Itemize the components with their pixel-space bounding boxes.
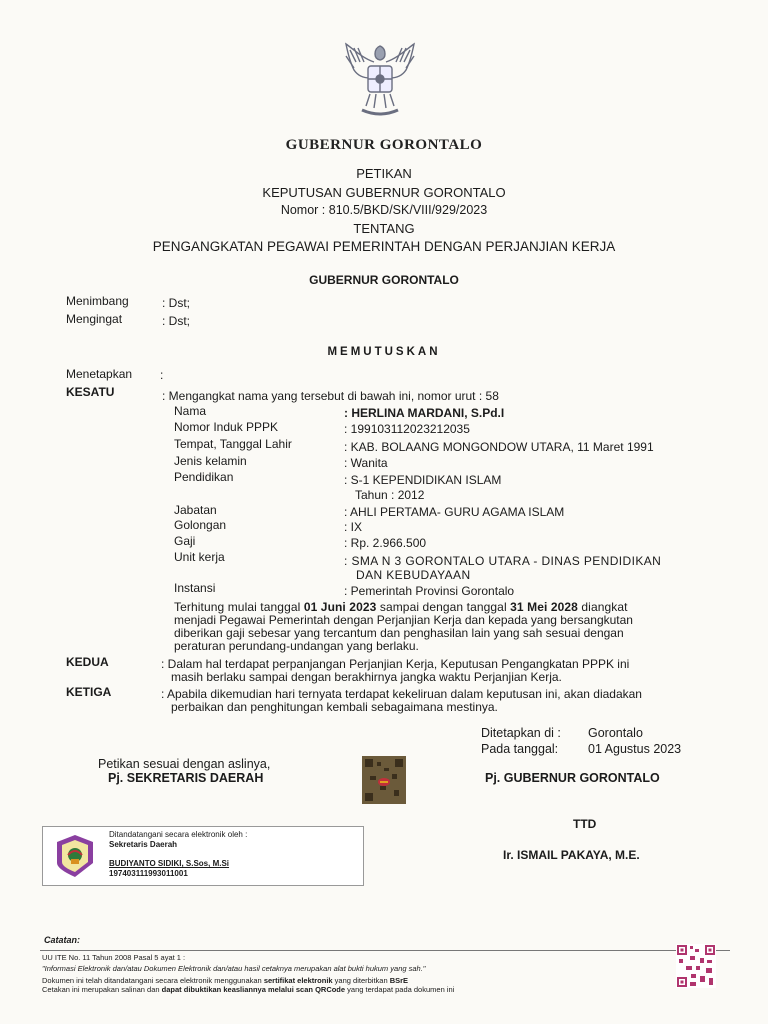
ttl-label: Tempat, Tanggal Lahir (174, 437, 292, 451)
nip-value: : 199103112023212035 (344, 422, 470, 436)
catatan-label: Catatan: (44, 935, 81, 945)
petikan-sesuai-text: Petikan sesuai dengan aslinya, (98, 757, 271, 771)
memutuskan-heading: MEMUTUSKAN (327, 346, 441, 358)
nip-label: Nomor Induk PPPK (174, 420, 279, 434)
pada-tanggal-label: Pada tanggal: (481, 742, 559, 756)
tentang-heading: TENTANG (353, 221, 415, 236)
golongan-label: Golongan (174, 518, 227, 532)
petikan-heading: PETIKAN (356, 166, 412, 181)
golongan-value: : IX (344, 520, 363, 534)
footer-divider (40, 950, 730, 951)
nama-value: : HERLINA MARDANI, S.Pd.I (344, 406, 505, 420)
unit-kerja-value-2: DAN KEBUDAYAAN (356, 568, 471, 582)
instansi-label: Instansi (174, 581, 216, 595)
kesatu-intro: : Mengangkat nama yang tersebut di bawah ini, nomor urut : 58 (162, 389, 499, 403)
jk-value: : Wanita (344, 456, 388, 470)
jabatan-value: : AHLI PERTAMA- GURU AGAMA ISLAM (344, 505, 565, 519)
menetapkan-label: Menetapkan (66, 367, 133, 381)
mengingat-label: Mengingat (66, 312, 123, 326)
mengingat-value: : Dst; (162, 314, 191, 328)
esign-role: Sekretaris Daerah (109, 840, 178, 849)
gaji-label: Gaji (174, 534, 196, 548)
governor-name: Ir. ISMAIL PAKAYA, M.E. (503, 848, 640, 862)
pendidikan-label: Pendidikan (174, 470, 234, 484)
provincial-seal-icon (53, 833, 97, 877)
electronic-signature-box (42, 826, 364, 886)
pendidikan-tahun: Tahun : 2012 (355, 488, 425, 502)
governor-heading-2: GUBERNUR GORONTALO (309, 273, 459, 287)
catatan-line-1: UU ITE No. 11 Tahun 2008 Pasal 5 ayat 1 : (42, 953, 186, 962)
catatan-line-4: Cetakan ini merupakan salinan dan dapat dibuktikan keasliannya melalui scan QRCode yang terdapat pada dokumen ini (42, 985, 455, 994)
garuda-emblem-icon (340, 40, 420, 122)
esign-caption: Ditandatangani secara elektronik oleh : (109, 830, 248, 839)
pada-tanggal-value: 01 Agustus 2023 (588, 742, 682, 756)
menimbang-label: Menimbang (66, 294, 129, 308)
governor-title: GUBERNUR GORONTALO (285, 137, 483, 153)
jabatan-label: Jabatan (174, 503, 217, 517)
pendidikan-value: : S-1 KEPENDIDIKAN ISLAM (344, 473, 502, 487)
unit-kerja-label: Unit kerja (174, 550, 225, 564)
kesatu-paragraph-line-4: peraturan perundang-undangan yang berlaku. (174, 639, 419, 653)
ketiga-label: KETIGA (66, 685, 112, 699)
catatan-line-2: "Informasi Elektronik dan/atau Dokumen Elektronik dan/atau hasil cetaknya merupakan alat bukti hukum yang sah." (42, 964, 426, 973)
kedua-line-2: masih berlaku sampai dengan berakhirnya jangka waktu Perjanjian Kerja. (171, 670, 562, 684)
kesatu-paragraph-line-3: diberikan gaji sebesar yang tercantum dan penghasilan lain yang sah sesuai dengan (174, 626, 624, 640)
pj-sekda-title: Pj. SEKRETARIS DAERAH (108, 771, 264, 785)
kedua-label: KEDUA (66, 655, 109, 669)
instansi-value: : Pemerintah Provinsi Gorontalo (344, 584, 515, 598)
menimbang-value: : Dst; (162, 296, 191, 310)
subject-heading: PENGANGKATAN PEGAWAI PEMERINTAH DENGAN PERJANJIAN KERJA (152, 239, 616, 254)
kesatu-paragraph-line-1: Terhitung mulai tanggal 01 Juni 2023 sampai dengan tanggal 31 Mei 2028 diangkat (174, 600, 628, 614)
menetapkan-colon: : (160, 368, 164, 382)
nomor-heading: Nomor : 810.5/BKD/SK/VIII/929/2023 (280, 203, 488, 217)
nama-label: Nama (174, 404, 207, 418)
jk-label: Jenis kelamin (174, 454, 247, 468)
ketiga-line-2: perbaikan dan penghitungan kembali sebagaimana mestinya. (171, 700, 498, 714)
ditetapkan-di-value: Gorontalo (588, 726, 643, 740)
catatan-line-3: Dokumen ini telah ditandatangani secara elektronik menggunakan sertifikat elektronik yang diterbitkan BSrE (42, 976, 409, 985)
esign-name: BUDIYANTO SIDIKI, S.Sos, M.Si (109, 859, 230, 868)
keputusan-heading: KEPUTUSAN GUBERNUR GORONTALO (262, 185, 506, 200)
ketiga-line-1: : Apabila dikemudian hari ternyata terdapat kekeliruan dalam keputusan ini, akan diadakan (161, 687, 642, 701)
ditetapkan-di-label: Ditetapkan di : (481, 726, 561, 740)
verification-qr-icon (362, 756, 406, 804)
esign-nip: 197403111993011001 (109, 869, 188, 878)
kedua-line-1: : Dalam hal terdapat perpanjangan Perjanjian Kerja, Keputusan Pengangkatan PPPK ini (161, 657, 630, 671)
ttd-mark: TTD (573, 817, 597, 831)
pj-gubernur-title: Pj. GUBERNUR GORONTALO (485, 771, 660, 785)
kesatu-label: KESATU (66, 385, 115, 399)
unit-kerja-value-1: : SMA N 3 GORONTALO UTARA - DINAS PENDIDIKAN (344, 554, 662, 568)
gaji-value: : Rp. 2.966.500 (344, 536, 427, 550)
ttl-value: : KAB. BOLAANG MONGONDOW UTARA, 11 Maret 1991 (344, 440, 654, 454)
document-qr-code-icon (676, 944, 716, 988)
kesatu-paragraph-line-2: menjadi Pegawai Pemerintah dengan Perjanjian Kerja dan kepada yang bersangkutan (174, 613, 633, 627)
